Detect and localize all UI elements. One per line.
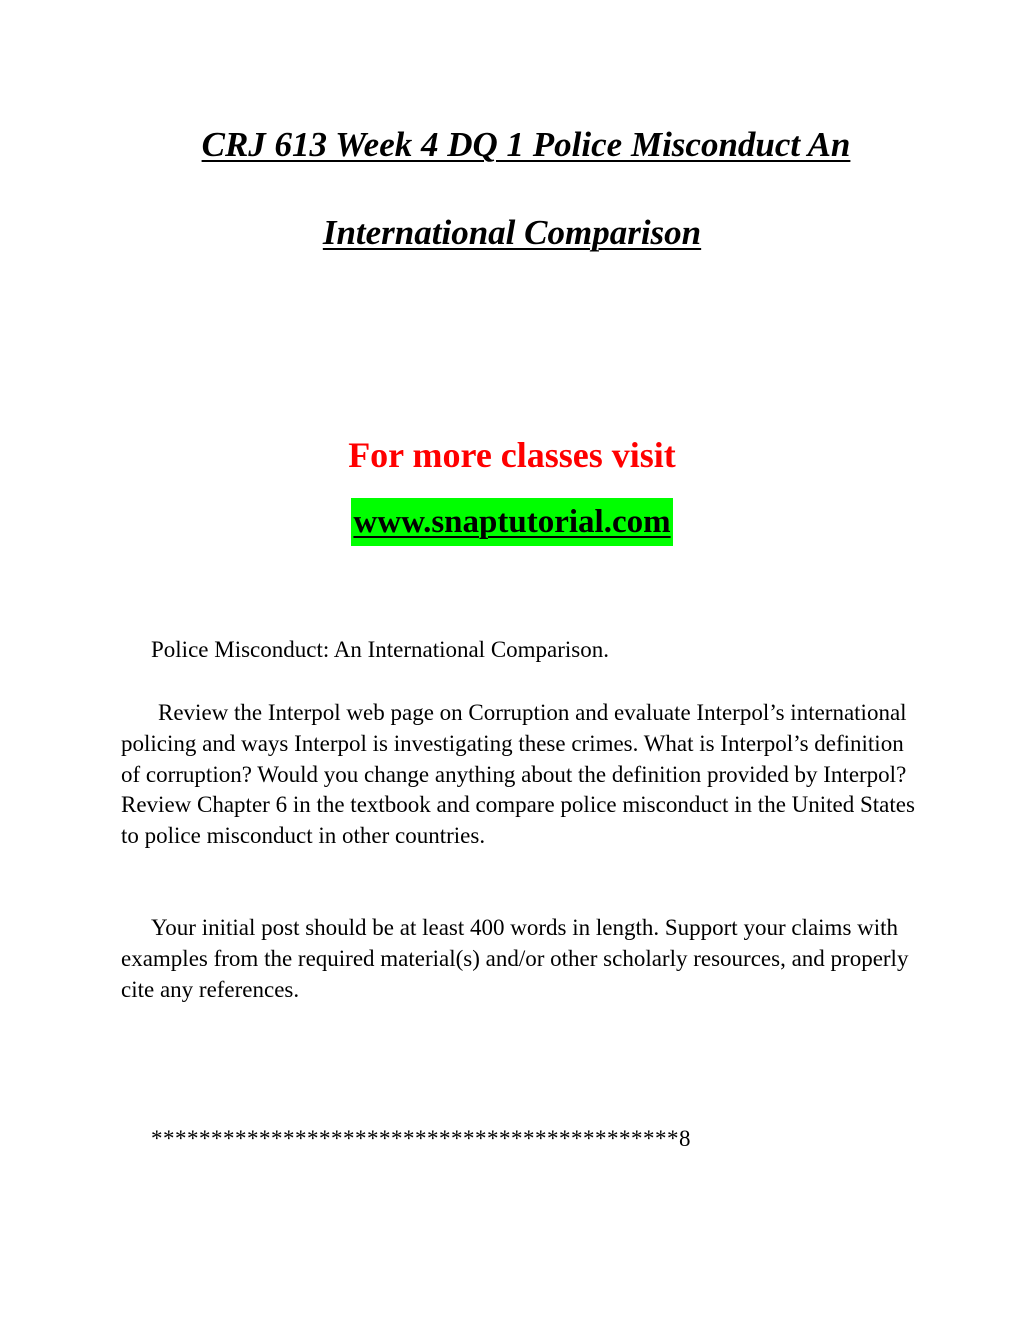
section-subtitle: Police Misconduct: An International Comparison. bbox=[151, 637, 610, 662]
document-title-line-2: International Comparison bbox=[322, 213, 702, 252]
promo-heading: For more classes visit bbox=[348, 435, 676, 475]
asterisk-divider: ********************************************8 bbox=[151, 1126, 691, 1151]
promo-link[interactable]: www.snaptutorial.com bbox=[351, 498, 672, 546]
promo-link-container bbox=[0, 498, 1024, 546]
document-title-line-1: CRJ 613 Week 4 DQ 1 Police Misconduct An bbox=[201, 125, 851, 164]
assignment-paragraph: Review the Interpol web page on Corruption and evaluate Interpol’s international policing and ways Interpol is investigating these crimes. What is Interpol’s definition of corruption? Would you change anything about the definition provided by Interpol? Review Chapter 6 in the textbook and compare police misconduct in the United States to police misconduct in other countries. bbox=[121, 700, 915, 849]
requirements-paragraph: Your initial post should be at least 400 words in length. Support your claims with examples from the required material(s) and/or other scholarly resources, and properly cite any references. bbox=[121, 915, 909, 1002]
